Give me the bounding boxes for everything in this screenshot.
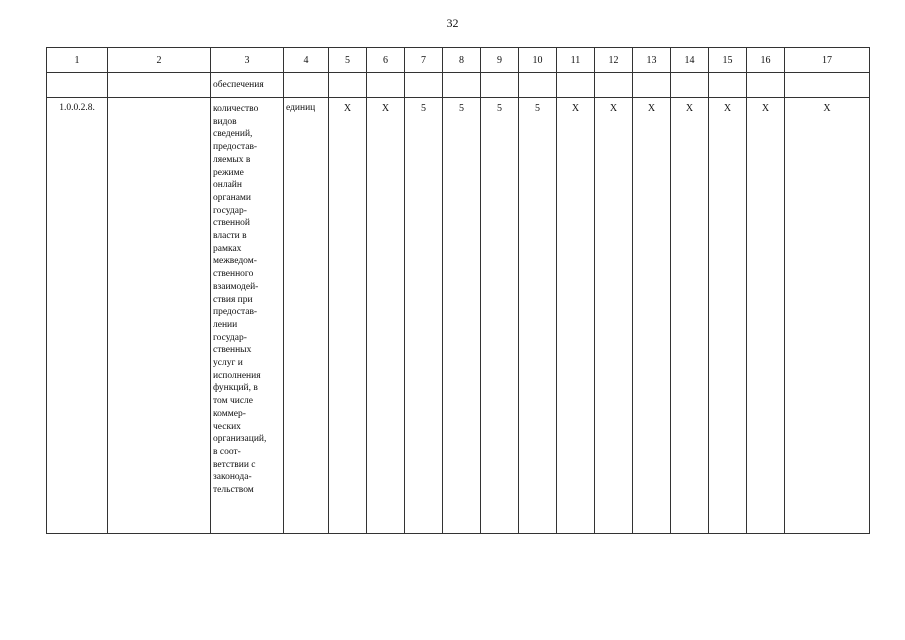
description-line: законода- [213, 472, 252, 483]
column-number: 3 [211, 48, 284, 73]
continuation-row [47, 73, 870, 98]
table-row [47, 98, 870, 534]
indicator-code: 1.0.0.2.8. [47, 98, 108, 534]
description-line: рамках [213, 243, 242, 254]
column-number: 12 [595, 48, 633, 73]
description-line: услуг и [213, 358, 243, 369]
table-cell [747, 73, 785, 98]
indicator-value: X [785, 98, 870, 534]
description-line: предостав- [213, 142, 258, 153]
table-cell [785, 73, 870, 98]
table-cell [671, 73, 709, 98]
column-number: 14 [671, 48, 709, 73]
column-number-row [47, 48, 870, 73]
description-line: межведом- [213, 256, 257, 267]
table-cell [709, 73, 747, 98]
indicator-unit: единиц [284, 98, 329, 534]
page-number: 32 [446, 16, 459, 30]
description-line: онлайн [213, 180, 242, 191]
column-number: 8 [443, 48, 481, 73]
description-line: функций, в [213, 383, 258, 394]
column-number: 7 [405, 48, 443, 73]
table-cell [481, 73, 519, 98]
description-line: видов [213, 116, 237, 127]
table-cell [519, 73, 557, 98]
column-number: 16 [747, 48, 785, 73]
description-line: органами [213, 192, 252, 203]
column-number: 15 [709, 48, 747, 73]
column-number: 13 [633, 48, 671, 73]
indicator-value: X [329, 98, 367, 534]
indicator-value: X [709, 98, 747, 534]
column-number: 10 [519, 48, 557, 73]
indicator-value: X [367, 98, 405, 534]
indicator-col2 [108, 98, 211, 534]
description-line: количество [213, 104, 259, 114]
table-cell [47, 73, 108, 98]
table-cell [595, 73, 633, 98]
indicator-value: X [633, 98, 671, 534]
indicator-description [211, 98, 284, 534]
column-number: 6 [367, 48, 405, 73]
description-line: тельством [213, 485, 254, 496]
column-number: 11 [557, 48, 595, 73]
description-line: ляемых в [213, 154, 251, 165]
table-cell [367, 73, 405, 98]
table-cell [443, 73, 481, 98]
continuation-text: обеспечения [211, 73, 284, 98]
description-line: взаимодей- [213, 281, 259, 292]
description-line: организаций, [213, 434, 267, 445]
description-line: государ- [213, 332, 247, 343]
column-number: 17 [785, 48, 870, 73]
indicator-value: 5 [405, 98, 443, 534]
description-line: лении [213, 319, 238, 330]
description-line: государ- [213, 205, 247, 216]
indicator-value: X [747, 98, 785, 534]
indicator-value: 5 [443, 98, 481, 534]
description-line: ветствии с [213, 459, 256, 470]
description-line: том числе [213, 396, 254, 407]
indicator-value: 5 [481, 98, 519, 534]
column-number: 5 [329, 48, 367, 73]
description-line: ственной [213, 218, 251, 229]
table-cell [557, 73, 595, 98]
description-line: режиме [213, 167, 244, 178]
indicator-value: X [595, 98, 633, 534]
column-number: 1 [47, 48, 108, 73]
table-cell [329, 73, 367, 98]
table-cell [405, 73, 443, 98]
description-line: ственного [213, 269, 254, 280]
description-line: власти в [213, 231, 247, 242]
description-line: ственных [213, 345, 252, 356]
indicator-table [46, 47, 870, 534]
column-number: 9 [481, 48, 519, 73]
table-cell [633, 73, 671, 98]
indicator-value: 5 [519, 98, 557, 534]
description-line: ческих [213, 421, 241, 432]
description-line: ствия при [213, 294, 253, 305]
description-line: сведений, [213, 129, 253, 140]
table-cell [108, 73, 211, 98]
column-number: 4 [284, 48, 329, 73]
indicator-value: X [671, 98, 709, 534]
description-line: предостав- [213, 307, 258, 318]
table-cell [284, 73, 329, 98]
description-line: исполнения [213, 370, 261, 381]
indicator-value: X [557, 98, 595, 534]
description-line: в соот- [213, 446, 241, 457]
column-number: 2 [108, 48, 211, 73]
description-line: коммер- [213, 408, 246, 419]
